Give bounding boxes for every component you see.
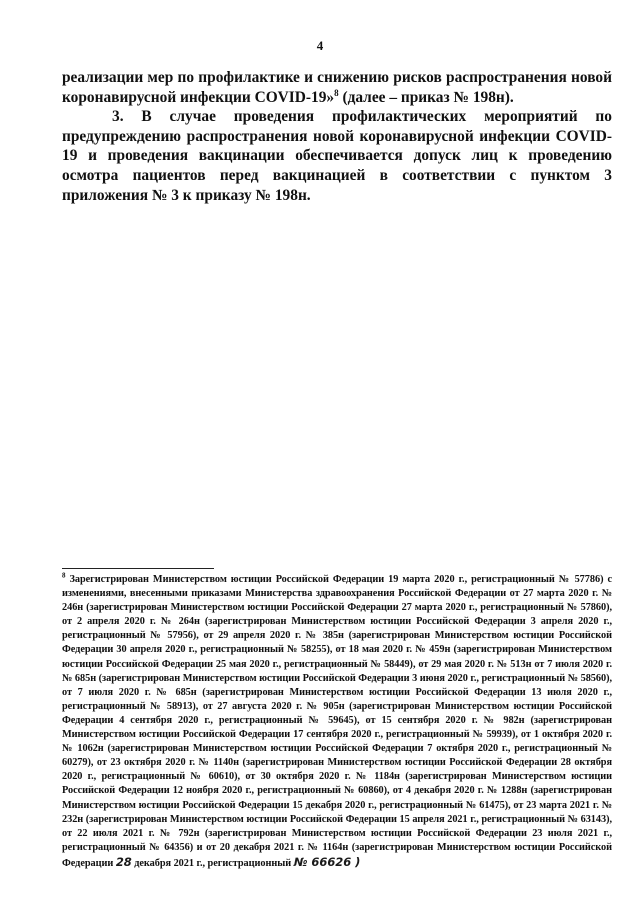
footnote-number: 8 [62,571,66,580]
page-number: 4 [316,38,324,53]
footnote-divider [62,568,214,569]
paragraph-1-text: реализации мер по профилактике и снижению рисков распространения новой коронавирусной инфекции COVID-19» [62,69,612,106]
footnote-month-year: декабря 2021 г., регистрационный [131,857,294,869]
paragraph-1-tail: (далее – приказ № 198н). [338,88,514,106]
paragraph-item-3: 3. В случае проведения профилактических мероприятий по предупреждению распространения новой коронавирусной инфекции COVID-19 и проведения вакцинации обеспечивается допуск лиц к проведению осмотра пациентов перед вакцинацией в соответствии с пунктом 3 приложения № 3 к приказу № 198н. [62,108,612,204]
handwritten-registration-number: № 66626 ) [293,854,361,869]
footnote-text: Зарегистрирован Министерством юстиции Российской Федерации 19 марта 2020 г., регистрационный № 57786) с изменениями, внесенными приказами Министерства здравоохранения Российской Федерации от 27 марта 2020 г. № 246н (зарегистрирован Министерством юстиции Российской Федерации 27 марта 2020 г., регистрационный № 57860), от 2 апреля 2020 г. № 264н (зарегистрирован Министерством юстиции Российской Федерации 3 апреля 2020 г., регистрационный № 57956), от 29 апреля 2020 г. № 385н (зарегистрирован Министерством юстиции Российской Федерации 30 апреля 2020 г., регистрационный № 58255), от 18 мая 2020 г. № 459н (зарегистрирован Министерством юстиции Российской Федерации 25 мая 2020 г., регистрационный № 58449), от 29 мая 2020 г. № 513н от 7 июля 2020 г. № 685н (зарегистрирован Министерством юстиции Российской Федерации 3 июня 2020 г., регистрационный № 58560), от 7 июля 2020 г. № 685н (зарегистрирован Министерством юстиции Российской Федерации 13 июля 2020 г., регистрационный № 58913), от 27 августа 2020 г. № 905н (зарегистрирован Министерством юстиции Российской Федерации 4 сентября 2020 г., регистрационный № 59645), от 15 сентября 2020 г. № 982н (зарегистрирован Министерством юстиции Российской Федерации 17 сентября 2020 г., регистрационный № 59939), от 1 октября 2020 г. № 1062н (зарегистрирован Министерством юстиции Российской Федерации 7 октября 2020 г., регистрационный № 60279), от 23 октября 2020 г. № 1140н (зарегистрирован Министерством юстиции Российской Федерации 28 октября 2020 г., регистрационный № 60610), от 30 октября 2020 г. № 1184н (зарегистрирован Министерством юстиции Российской Федерации 12 ноября 2020 г., регистрационный № 60860), от 4 декабря 2020 г. № 1288н (зарегистрирован Министерством юстиции Российской Федерации 15 декабря 2020 г., регистрационный № 61475), от 23 марта 2021 г. № 232н (зарегистрирован Министерством юстиции Российской Федерации 15 апреля 2021 г., регистрационный № 63143), от 22 июля 2021 г. № 792н (зарегистрирован Министерством юстиции Российской Федерации 23 июля 2021 г., регистрационный № 64356) и от 20 декабря 2021 г. № 1164н (зарегистрирован Министерством юстиции Российской Федерации [62,574,612,869]
footnote [62,573,612,871]
handwritten-day: 28 [115,854,132,869]
main-text [62,68,612,205]
paragraph-continuation [62,68,612,107]
footnote-reference: 8 [334,87,339,98]
